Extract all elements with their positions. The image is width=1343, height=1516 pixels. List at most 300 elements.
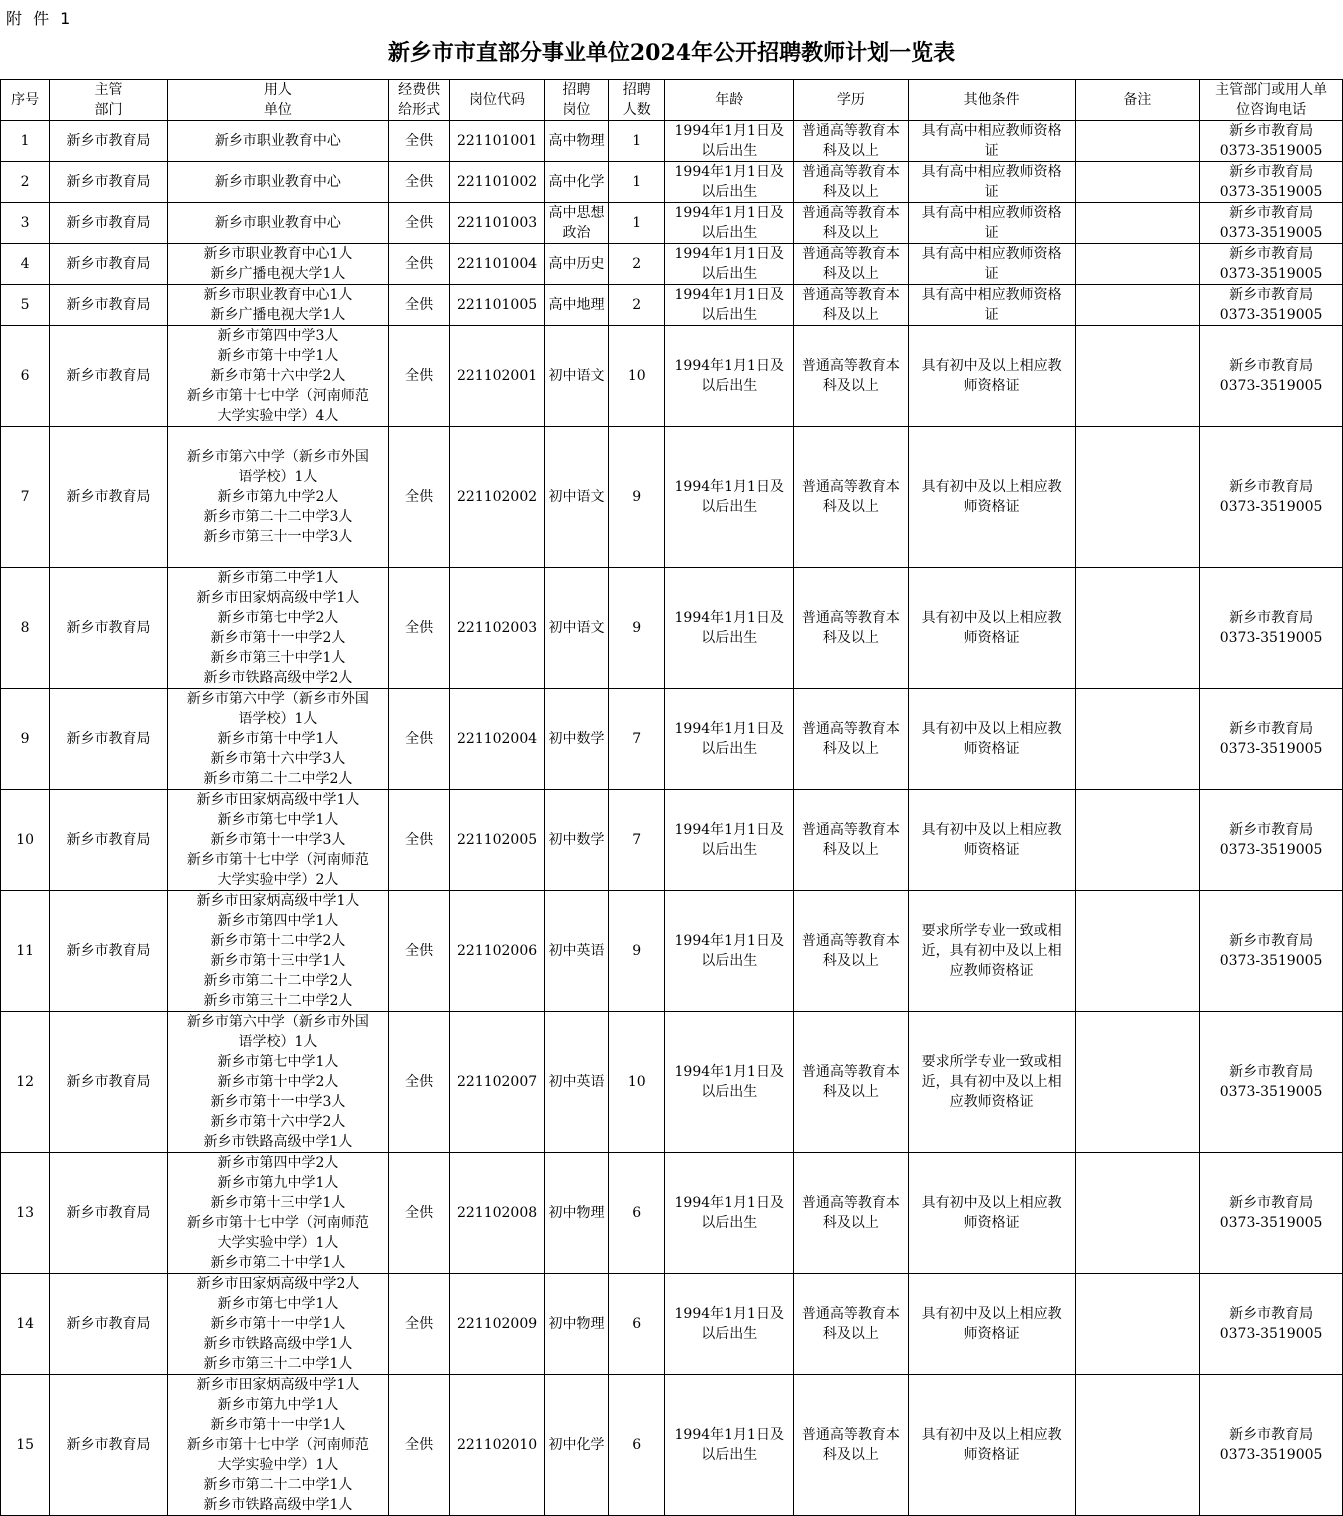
cell-post [544, 1274, 608, 1375]
cell-funding: 全供 [389, 689, 450, 790]
cell-unit-line: 新乡市铁路高级中学2人 [203, 670, 353, 686]
table-row [1, 244, 1343, 285]
cell-edu-line: 普通高等教育本 [801, 358, 900, 374]
header-seq: 序号 [1, 80, 50, 121]
header-phone: 主管部门或用人单 位咨询电话 [1200, 80, 1343, 121]
cell-funding: 全供 [389, 121, 450, 162]
cell-age-line: 1994年1月1日及 [674, 1427, 784, 1443]
cell-dept: 新乡市教育局 [50, 244, 168, 285]
cell-edu-line: 科及以上 [822, 184, 879, 200]
cell-seq: 3 [1, 203, 50, 244]
cell-phone [1200, 1375, 1343, 1516]
cell-post [544, 203, 608, 244]
cell-code: 221102007 [450, 1012, 544, 1153]
cell-phone [1200, 1274, 1343, 1375]
cell-phone-line: 新乡市教育局 [1229, 246, 1314, 262]
cell-post [544, 162, 608, 203]
cell-other [908, 891, 1075, 1012]
cell-edu-line: 普通高等教育本 [801, 479, 900, 495]
cell-post [544, 244, 608, 285]
cell-unit [167, 568, 388, 689]
cell-age-line: 1994年1月1日及 [674, 822, 784, 838]
cell-post-line: 高中思想 [548, 205, 605, 221]
cell-age-line: 1994年1月1日及 [674, 610, 784, 626]
cell-code: 221102001 [450, 326, 544, 427]
header-unit: 用人 单位 [167, 80, 388, 121]
cell-unit-line: 语学校）1人 [238, 1034, 318, 1050]
cell-unit-line: 新乡市第六中学（新乡市外国 [186, 449, 369, 465]
cell-post-line: 初中物理 [548, 1316, 605, 1332]
cell-age [665, 1274, 794, 1375]
cell-age [665, 121, 794, 162]
cell-unit-line: 新乡市田家炳高级中学1人 [196, 792, 360, 808]
cell-post-line: 高中地理 [548, 297, 605, 313]
cell-phone-line: 新乡市教育局 [1229, 721, 1314, 737]
cell-other-line: 师资格证 [963, 630, 1020, 646]
cell-remark [1075, 891, 1200, 1012]
cell-phone [1200, 162, 1343, 203]
cell-other-line: 具有高中相应教师资格 [921, 287, 1062, 303]
cell-remark [1075, 689, 1200, 790]
cell-unit-line: 大学实验中学）4人 [217, 408, 339, 424]
cell-edu-line: 科及以上 [822, 499, 879, 515]
cell-other-line: 师资格证 [963, 741, 1020, 757]
cell-edu [794, 427, 909, 568]
cell-phone-line: 新乡市教育局 [1229, 933, 1314, 949]
cell-unit [167, 285, 388, 326]
table-row [1, 162, 1343, 203]
cell-dept: 新乡市教育局 [50, 121, 168, 162]
cell-count: 10 [609, 1012, 665, 1153]
cell-age-line: 1994年1月1日及 [674, 1064, 784, 1080]
cell-post [544, 427, 608, 568]
cell-other-line: 近，具有初中及以上相 [921, 943, 1062, 959]
cell-seq: 11 [1, 891, 50, 1012]
cell-dept: 新乡市教育局 [50, 891, 168, 1012]
cell-other-line: 应教师资格证 [949, 963, 1034, 979]
table-header-row [1, 80, 1343, 121]
cell-post [544, 1153, 608, 1274]
cell-unit [167, 1274, 388, 1375]
table-row [1, 1153, 1343, 1274]
cell-other [908, 203, 1075, 244]
table-row [1, 790, 1343, 891]
cell-age-line: 1994年1月1日及 [674, 358, 784, 374]
cell-seq: 4 [1, 244, 50, 285]
cell-phone [1200, 790, 1343, 891]
cell-seq: 6 [1, 326, 50, 427]
cell-dept: 新乡市教育局 [50, 1153, 168, 1274]
cell-remark [1075, 790, 1200, 891]
cell-unit-line: 新乡市第三十一中学3人 [203, 529, 353, 545]
cell-phone [1200, 1153, 1343, 1274]
cell-edu [794, 121, 909, 162]
cell-age-line: 1994年1月1日及 [674, 721, 784, 737]
cell-unit-line: 新乡广播电视大学1人 [210, 266, 346, 282]
cell-phone-line: 新乡市教育局 [1229, 610, 1314, 626]
cell-other [908, 689, 1075, 790]
cell-remark [1075, 568, 1200, 689]
cell-edu-line: 科及以上 [822, 741, 879, 757]
cell-phone-line: 新乡市教育局 [1229, 1064, 1314, 1080]
cell-count: 10 [609, 326, 665, 427]
cell-age-line: 以后出生 [701, 741, 758, 757]
cell-other-line: 要求所学专业一致或相 [921, 923, 1062, 939]
cell-unit-line: 新乡市第二十二中学2人 [203, 771, 353, 787]
cell-unit-line: 新乡市第十三中学1人 [210, 953, 346, 969]
cell-unit-line: 新乡市第十一中学1人 [210, 1316, 346, 1332]
cell-age-line: 以后出生 [701, 1215, 758, 1231]
cell-post-line: 初中语文 [548, 368, 605, 384]
cell-unit [167, 689, 388, 790]
cell-phone-line: 新乡市教育局 [1229, 123, 1314, 139]
cell-phone-line: 0373-3519005 [1219, 225, 1323, 241]
cell-seq: 15 [1, 1375, 50, 1516]
cell-age-line: 以后出生 [701, 953, 758, 969]
cell-other-line: 师资格证 [963, 499, 1020, 515]
cell-code: 221101004 [450, 244, 544, 285]
cell-phone-line: 新乡市教育局 [1229, 479, 1314, 495]
cell-unit-line: 新乡市职业教育中心 [214, 215, 341, 231]
cell-other-line: 应教师资格证 [949, 1094, 1034, 1110]
cell-age [665, 1153, 794, 1274]
cell-post-line: 政治 [562, 225, 591, 241]
cell-post-line: 高中化学 [548, 174, 605, 190]
cell-unit-line: 新乡市第二中学1人 [217, 570, 339, 586]
header-count: 招聘 人数 [609, 80, 665, 121]
cell-unit-line: 新乡市第二十二中学2人 [203, 973, 353, 989]
table-row [1, 285, 1343, 326]
cell-code: 221101002 [450, 162, 544, 203]
cell-count: 1 [609, 162, 665, 203]
cell-other [908, 1375, 1075, 1516]
cell-age-line: 以后出生 [701, 225, 758, 241]
cell-unit [167, 891, 388, 1012]
cell-funding: 全供 [389, 790, 450, 891]
cell-other-line: 师资格证 [963, 378, 1020, 394]
cell-unit-line: 大学实验中学）1人 [217, 1235, 339, 1251]
cell-edu-line: 普通高等教育本 [801, 287, 900, 303]
cell-phone-line: 0373-3519005 [1219, 630, 1323, 646]
cell-unit-line: 新乡市第二十二中学3人 [203, 509, 353, 525]
cell-unit-line: 新乡市第四中学1人 [217, 913, 339, 929]
cell-other-line: 具有初中及以上相应教 [921, 721, 1062, 737]
cell-unit-line: 新乡市第二十中学1人 [210, 1255, 346, 1271]
cell-unit-line: 新乡市第七中学2人 [217, 610, 339, 626]
cell-post [544, 891, 608, 1012]
cell-seq: 8 [1, 568, 50, 689]
cell-other-line: 证 [984, 307, 999, 323]
cell-unit-line: 新乡市第六中学（新乡市外国 [186, 691, 369, 707]
cell-remark [1075, 244, 1200, 285]
cell-count: 6 [609, 1153, 665, 1274]
cell-code: 221102010 [450, 1375, 544, 1516]
cell-unit-line: 新乡市第十七中学（河南师范 [186, 388, 369, 404]
cell-unit-line: 新乡市第七中学1人 [217, 1296, 339, 1312]
cell-edu [794, 326, 909, 427]
cell-seq: 13 [1, 1153, 50, 1274]
cell-age-line: 1994年1月1日及 [674, 479, 784, 495]
cell-phone-line: 0373-3519005 [1219, 842, 1323, 858]
cell-age-line: 以后出生 [701, 143, 758, 159]
cell-unit [167, 162, 388, 203]
cell-code: 221101001 [450, 121, 544, 162]
cell-edu-line: 科及以上 [822, 630, 879, 646]
cell-post [544, 1012, 608, 1153]
cell-unit-line: 新乡市第十六中学2人 [210, 1114, 346, 1130]
cell-phone [1200, 121, 1343, 162]
cell-age [665, 891, 794, 1012]
cell-unit-line: 新乡市田家炳高级中学1人 [196, 1377, 360, 1393]
cell-other-line: 要求所学专业一致或相 [921, 1054, 1062, 1070]
cell-edu-line: 普通高等教育本 [801, 205, 900, 221]
header-other: 其他条件 [908, 80, 1075, 121]
cell-other-line: 师资格证 [963, 1326, 1020, 1342]
table-row [1, 1012, 1343, 1153]
table-row [1, 203, 1343, 244]
cell-code: 221102003 [450, 568, 544, 689]
cell-remark [1075, 285, 1200, 326]
cell-post [544, 285, 608, 326]
cell-edu [794, 244, 909, 285]
cell-age-line: 以后出生 [701, 1326, 758, 1342]
cell-age [665, 689, 794, 790]
cell-dept: 新乡市教育局 [50, 427, 168, 568]
cell-edu [794, 1012, 909, 1153]
cell-age-line: 以后出生 [701, 378, 758, 394]
cell-age-line: 以后出生 [701, 499, 758, 515]
cell-phone [1200, 203, 1343, 244]
cell-unit [167, 1153, 388, 1274]
header-code: 岗位代码 [450, 80, 544, 121]
cell-unit-line: 新乡市第十六中学3人 [210, 751, 346, 767]
cell-phone-line: 0373-3519005 [1219, 378, 1323, 394]
cell-other-line: 具有初中及以上相应教 [921, 610, 1062, 626]
cell-funding: 全供 [389, 1375, 450, 1516]
cell-funding: 全供 [389, 891, 450, 1012]
cell-age-line: 1994年1月1日及 [674, 205, 784, 221]
table-row [1, 121, 1343, 162]
cell-edu [794, 568, 909, 689]
cell-unit-line: 新乡市第十六中学2人 [210, 368, 346, 384]
cell-seq: 9 [1, 689, 50, 790]
cell-edu-line: 普通高等教育本 [801, 1427, 900, 1443]
cell-age-line: 以后出生 [701, 630, 758, 646]
cell-remark [1075, 1012, 1200, 1153]
cell-unit-line: 新乡市第九中学1人 [217, 1397, 339, 1413]
cell-unit [167, 244, 388, 285]
cell-dept: 新乡市教育局 [50, 326, 168, 427]
cell-unit-line: 新乡市第三十二中学2人 [203, 993, 353, 1009]
cell-unit-line: 新乡市第十七中学（河南师范 [186, 1437, 369, 1453]
cell-dept: 新乡市教育局 [50, 1375, 168, 1516]
cell-dept: 新乡市教育局 [50, 1274, 168, 1375]
cell-unit-line: 新乡市第十三中学1人 [210, 1195, 346, 1211]
cell-post [544, 1375, 608, 1516]
cell-seq: 5 [1, 285, 50, 326]
cell-count: 7 [609, 689, 665, 790]
cell-remark [1075, 1375, 1200, 1516]
cell-phone-line: 0373-3519005 [1219, 741, 1323, 757]
cell-phone-line: 新乡市教育局 [1229, 1427, 1314, 1443]
cell-funding: 全供 [389, 285, 450, 326]
cell-count: 2 [609, 244, 665, 285]
table-row [1, 1375, 1343, 1516]
cell-post [544, 689, 608, 790]
cell-unit [167, 121, 388, 162]
cell-edu-line: 普通高等教育本 [801, 933, 900, 949]
cell-edu [794, 1375, 909, 1516]
cell-unit [167, 203, 388, 244]
cell-unit-line: 新乡市第七中学1人 [217, 1054, 339, 1070]
cell-edu-line: 科及以上 [822, 953, 879, 969]
cell-remark [1075, 1153, 1200, 1274]
cell-unit-line: 新乡市职业教育中心1人 [203, 246, 353, 262]
cell-code: 221102005 [450, 790, 544, 891]
cell-phone-line: 新乡市教育局 [1229, 358, 1314, 374]
cell-unit-line: 新乡广播电视大学1人 [210, 307, 346, 323]
cell-edu [794, 790, 909, 891]
cell-unit-line: 新乡市铁路高级中学1人 [203, 1134, 353, 1150]
cell-count: 1 [609, 121, 665, 162]
cell-remark [1075, 1274, 1200, 1375]
cell-edu-line: 普通高等教育本 [801, 164, 900, 180]
cell-age [665, 427, 794, 568]
cell-phone-line: 0373-3519005 [1219, 266, 1323, 282]
cell-age-line: 以后出生 [701, 842, 758, 858]
cell-unit-line: 新乡市第十中学2人 [217, 1074, 339, 1090]
cell-dept: 新乡市教育局 [50, 790, 168, 891]
cell-unit-line: 新乡市职业教育中心 [214, 133, 341, 149]
cell-remark [1075, 162, 1200, 203]
cell-unit-line: 新乡市第十一中学3人 [210, 1094, 346, 1110]
cell-count: 1 [609, 203, 665, 244]
cell-post-line: 高中历史 [548, 256, 605, 272]
cell-code: 221102004 [450, 689, 544, 790]
cell-funding: 全供 [389, 427, 450, 568]
cell-post-line: 高中物理 [548, 133, 605, 149]
cell-other-line: 师资格证 [963, 842, 1020, 858]
cell-post-line: 初中语文 [548, 489, 605, 505]
cell-age-line: 1994年1月1日及 [674, 123, 784, 139]
cell-age-line: 以后出生 [701, 307, 758, 323]
cell-post-line: 初中英语 [548, 1074, 605, 1090]
cell-phone [1200, 427, 1343, 568]
cell-funding: 全供 [389, 244, 450, 285]
cell-age-line: 1994年1月1日及 [674, 246, 784, 262]
cell-seq: 14 [1, 1274, 50, 1375]
cell-other-line: 具有高中相应教师资格 [921, 246, 1062, 262]
cell-remark [1075, 427, 1200, 568]
cell-phone-line: 0373-3519005 [1219, 953, 1323, 969]
cell-post-line: 初中化学 [548, 1437, 605, 1453]
cell-age [665, 244, 794, 285]
cell-unit [167, 427, 388, 568]
cell-unit-line: 新乡市第三十二中学1人 [203, 1356, 353, 1372]
cell-age [665, 162, 794, 203]
cell-age [665, 1012, 794, 1153]
cell-unit-line: 新乡市职业教育中心1人 [203, 287, 353, 303]
cell-code: 221101005 [450, 285, 544, 326]
cell-age-line: 1994年1月1日及 [674, 287, 784, 303]
cell-edu-line: 普通高等教育本 [801, 123, 900, 139]
cell-other [908, 244, 1075, 285]
cell-code: 221102008 [450, 1153, 544, 1274]
cell-age-line: 1994年1月1日及 [674, 1306, 784, 1322]
cell-phone-line: 新乡市教育局 [1229, 1195, 1314, 1211]
cell-unit-line: 新乡市第三十中学1人 [210, 650, 346, 666]
cell-unit-line: 语学校）1人 [238, 711, 318, 727]
cell-edu-line: 普通高等教育本 [801, 1306, 900, 1322]
cell-edu-line: 科及以上 [822, 225, 879, 241]
cell-post-line: 初中物理 [548, 1205, 605, 1221]
cell-seq: 10 [1, 790, 50, 891]
cell-other [908, 1274, 1075, 1375]
cell-phone [1200, 1012, 1343, 1153]
cell-other-line: 具有高中相应教师资格 [921, 123, 1062, 139]
table-row [1, 568, 1343, 689]
cell-count: 9 [609, 568, 665, 689]
cell-code: 221101003 [450, 203, 544, 244]
cell-edu-line: 普通高等教育本 [801, 1064, 900, 1080]
cell-edu-line: 科及以上 [822, 307, 879, 323]
cell-funding: 全供 [389, 203, 450, 244]
cell-other [908, 1153, 1075, 1274]
cell-other-line: 师资格证 [963, 1447, 1020, 1463]
cell-unit-line: 大学实验中学）1人 [217, 1457, 339, 1473]
cell-phone-line: 0373-3519005 [1219, 143, 1323, 159]
cell-other-line: 具有初中及以上相应教 [921, 1195, 1062, 1211]
cell-phone [1200, 244, 1343, 285]
attachment-label: 附 件 1 [6, 9, 74, 28]
cell-edu [794, 162, 909, 203]
cell-phone [1200, 891, 1343, 1012]
cell-unit-line: 新乡市第十二中学2人 [210, 933, 346, 949]
cell-age-line: 以后出生 [701, 184, 758, 200]
cell-phone-line: 0373-3519005 [1219, 1447, 1323, 1463]
cell-phone-line: 新乡市教育局 [1229, 1306, 1314, 1322]
cell-post-line: 初中语文 [548, 620, 605, 636]
cell-unit-line: 新乡市第十一中学1人 [210, 1417, 346, 1433]
cell-unit-line: 新乡市第四中学2人 [217, 1155, 339, 1171]
cell-other-line: 具有初中及以上相应教 [921, 479, 1062, 495]
cell-phone [1200, 568, 1343, 689]
cell-funding: 全供 [389, 162, 450, 203]
cell-dept: 新乡市教育局 [50, 203, 168, 244]
cell-other-line: 证 [984, 143, 999, 159]
cell-phone-line: 新乡市教育局 [1229, 164, 1314, 180]
cell-other-line: 证 [984, 266, 999, 282]
cell-edu [794, 1274, 909, 1375]
cell-unit-line: 新乡市第十一中学2人 [210, 630, 346, 646]
cell-other-line: 具有初中及以上相应教 [921, 822, 1062, 838]
cell-count: 9 [609, 427, 665, 568]
cell-seq: 1 [1, 121, 50, 162]
cell-dept: 新乡市教育局 [50, 1012, 168, 1153]
cell-age-line: 1994年1月1日及 [674, 164, 784, 180]
cell-unit-line: 新乡市田家炳高级中学1人 [196, 893, 360, 909]
cell-unit-line: 新乡市第十中学1人 [217, 348, 339, 364]
cell-edu-line: 普通高等教育本 [801, 1195, 900, 1211]
cell-funding: 全供 [389, 1274, 450, 1375]
cell-phone [1200, 326, 1343, 427]
cell-age [665, 1375, 794, 1516]
cell-dept: 新乡市教育局 [50, 689, 168, 790]
cell-other [908, 568, 1075, 689]
cell-post [544, 326, 608, 427]
cell-age-line: 1994年1月1日及 [674, 933, 784, 949]
cell-post [544, 121, 608, 162]
